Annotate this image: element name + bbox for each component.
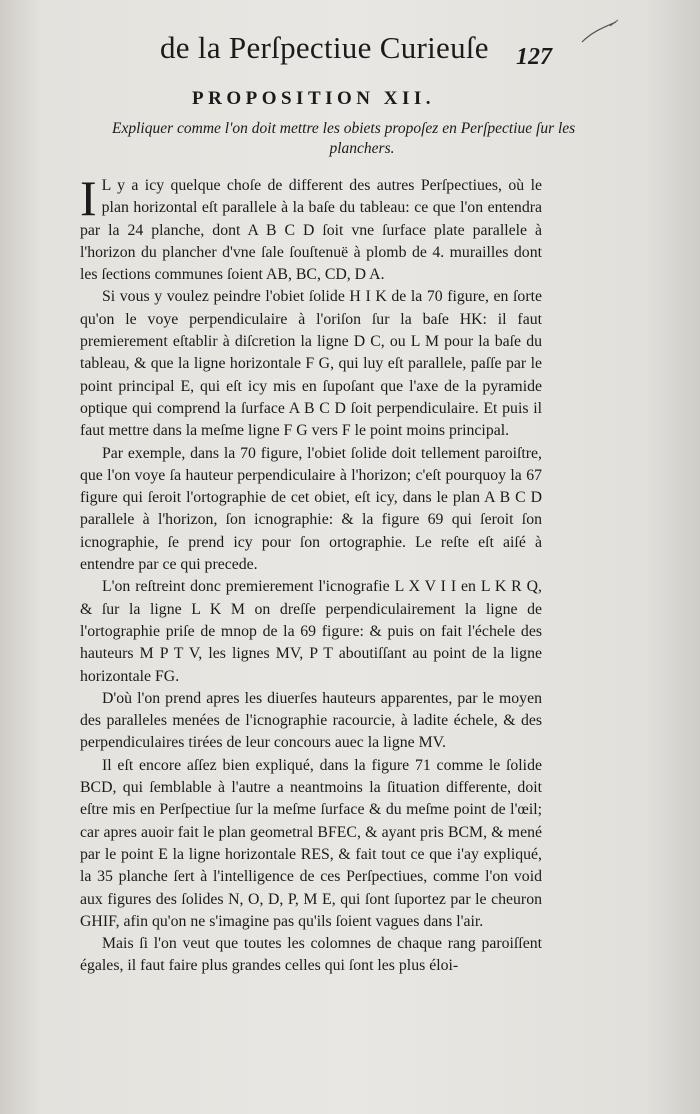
paragraph-5: D'où l'on prend apres les diuerſes hauteurs apparentes, par le moyen des paralleles menées de l'icnographie racourcie, à ladite échele, & des perpendiculaires tirées de leur concours auec la ligne MV.: [80, 689, 542, 752]
paragraph-1: [80, 170, 542, 286]
page-number: 127: [516, 44, 552, 70]
drop-cap: I: [80, 170, 97, 226]
caption-line-1: Expliquer comme l'on doit mettre les obiets propoſez en Perſpectiue ſur les: [112, 120, 576, 137]
running-title: de la Perſpectiue Curieuſe: [160, 30, 489, 65]
proposition-caption: [112, 119, 576, 159]
body-text: [80, 170, 542, 978]
paragraph-2: Si vous y voulez peindre l'obiet ſolide H I K de la 70 figure, en ſorte qu'on le voye perpendiculaire à l'oriſon ſur la baſe HK: il faut premierement eſtablir à diſcretion la ligne D C, ou L M pour la baſe du tableau, & que la ligne horizontale F G, qui luy eſt parallele, paſſe par le point principal E, qui eſt icy mis en ſupoſant que l'axe de la pyramide optique qui comprend la ſurface A B C D ſoit perpendiculaire. Et puis il faut mettre dans la meſme ligne F G vers F le point moins principal.: [80, 288, 542, 440]
proposition-title: PROPOSITION XII.: [192, 88, 436, 109]
paragraph-6: Il eſt encore aſſez bien expliqué, dans la figure 71 comme le ſolide BCD, qui ſemblable à l'autre a neantmoins la ſituation differente, doit eſtre mis en Perſpectiue ſur la meſme ſurface & du meſme point de l'œil; car apres auoir fait le plan geometral BFEC, & ayant pris BCM, & mené par le point E la ligne horizontale RES, & fait tout ce que i'ay expliqué, la 35 planche ſert à l'intelligence de ces Perſpectiues, comme l'on void aux figures des ſolides N, O, D, P, M E, qui ſont ſuportez par le cheuron GHIF, afin qu'on ne s'imagine pas qu'ils ſoient vagues dans l'air.: [80, 756, 542, 930]
ink-flourish-icon: [580, 18, 620, 48]
paragraph-1-text: L y a icy quelque choſe de different des autres Perſpectiues, où le plan horizontal eſt parallele à la baſe du tableau: ce que l'on entendra par la 24 planche, dont A B C D ſoit vne ſurface plate parallele à l'horizon du plancher d'vne ſale ſouſtenuë à plomb de 4. murailles dont les ſections communes ſoient AB, BC, CD, D A.: [80, 177, 542, 284]
paragraph-7: Mais ſi l'on veut que toutes les colomnes de chaque rang paroiſſent égales, il faut faire plus grandes celles qui ſont les plus éloi-: [80, 935, 542, 975]
paragraph-4: L'on reſtreint donc premierement l'icnografie L X V I I en L K R Q, & ſur la ligne L K M on dreſſe perpendiculairement la ligne de l'ortographie priſe de mnop de la 69 figure: & puis on fait l'échele des hauteurs M P T V, les lignes MV, P T aboutiſſant au point de la ligne horizontale FG.: [80, 578, 542, 685]
caption-line-2: planchers.: [329, 140, 395, 157]
paragraph-3: Par exemple, dans la 70 figure, l'obiet ſolide doit tellement paroiſtre, que l'on voye ſa hauteur perpendiculaire à l'horizon; c'eſt pourquoy la 67 figure qui ſeroit l'ortographie de cet obiet, eſt icy, dans le plan A B C D parallele à l'horizon, ſon icnographie: & la figure 69 qui ſeroit ſon icnographie, ſe prend icy pour ſon ortographie. Le reſte eſt aiſé à entendre par ce qui precede.: [80, 444, 542, 574]
